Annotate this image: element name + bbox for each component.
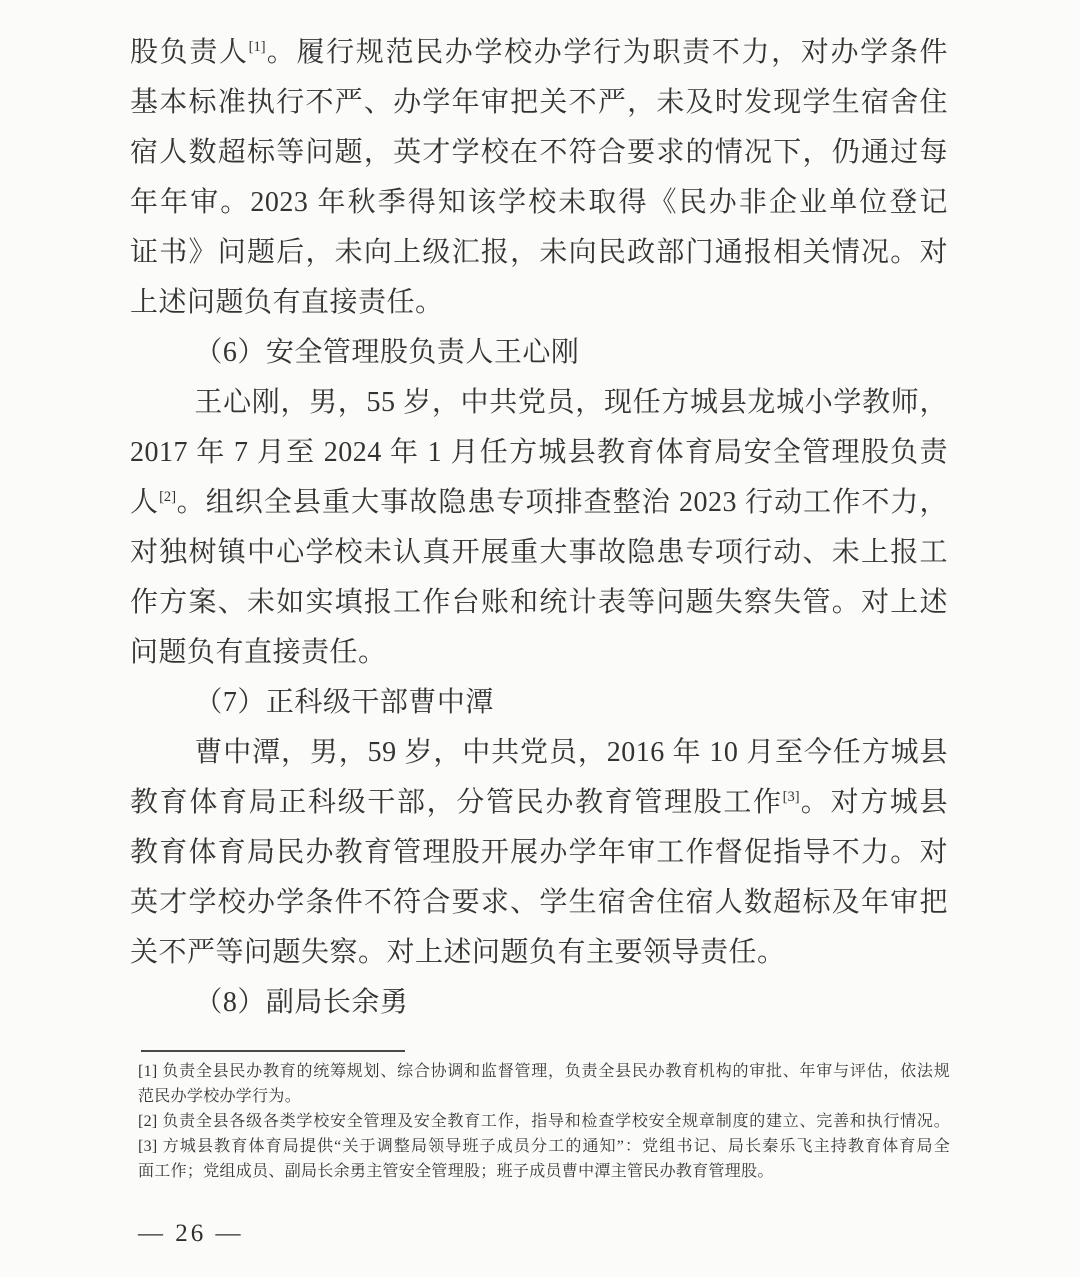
body-line: 宿人数超标等问题，英才学校在不符合要求的情况下，仍通过每 [130,137,948,168]
body-line: 关不严等问题失察。对上述问题负有主要领导责任。 [130,937,786,968]
body-line-text: 。对方城县 [799,787,948,818]
footnotes-block [138,1059,950,1184]
body-line-text: 。履行规范民办学校办学行为职责不力，对办学条件 [265,37,948,68]
body-line [130,28,948,78]
body-line: 问题负有直接责任。 [130,637,387,668]
body-line: 教育体育局民办教育管理股开展办学年审工作督促指导不力。对 [130,837,948,868]
body-line: 证书》问题后，未向上级汇报，未向民政部门通报相关情况。对 [130,237,948,268]
body-line: 上述问题负有直接责任。 [130,287,444,318]
body-line [130,778,948,828]
body-line-text: 。组织全县重大事故隐患专项排查整治 2023 行动工作不力， [176,487,948,518]
body-line: 基本标准执行不严、办学年审把关不严，未及时发现学生宿舍住 [130,87,948,118]
body-line [130,478,948,528]
body-line-text: 人 [130,487,160,518]
body-line: 2017 年 7 月至 2024 年 1 月任方城县教育体育局安全管理股负责 [130,437,948,468]
body-line: 年年审。2023 年秋季得知该学校未取得《民办非企业单位登记 [130,187,948,218]
body-line-text: 教育体育局正科级干部，分管民办教育管理股工作 [130,787,783,818]
footnote-ref-3: [3] [782,788,800,805]
footnote-ref-2: [2] [159,488,177,505]
footnote-line: [1] 负责全县民办教育的统筹规划、综合协调和监督管理，负责全县民办教育机构的审批、年审与评估，依法规 [138,1063,950,1080]
footnote-line: 面工作；党组成员、副局长余勇主管安全管理股；班子成员曹中潭主管民办教育管理股。 [138,1163,774,1180]
body-line-text: 股负责人 [130,37,249,68]
body-line: 曹中潭，男，59 岁，中共党员，2016 年 10 月至今任方城县 [194,737,948,768]
body-line: 王心刚，男，55 岁，中共党员，现任方城县龙城小学教师， [194,387,948,418]
body-line: 作方案、未如实填报工作台账和统计表等问题失察失管。对上述 [130,587,948,618]
footnote-line: [2] 负责全县各级各类学校安全管理及安全教育工作，指导和检查学校安全规章制度的建立、完善和执行情况。 [138,1113,950,1130]
footnote-line: [3] 方城县教育体育局提供“关于调整局领导班子成员分工的通知”：党组书记、局长秦乐飞主持教育体育局全 [138,1138,950,1155]
section-heading-7: （7）正科级干部曹中潭 [194,687,494,718]
footnote-line: 范民办学校办学行为。 [138,1088,302,1105]
section-heading-6: （6）安全管理股负责人王心刚 [194,337,580,368]
body-line: 英才学校办学条件不符合要求、学生宿舍住宿人数超标及年审把 [130,887,948,918]
body-line: 对独树镇中心学校未认真开展重大事故隐患专项行动、未上报工 [130,537,948,568]
section-heading-8: （8）副局长余勇 [194,987,409,1018]
page-number: — 26 — [138,1220,244,1247]
body-text-block [130,28,948,1028]
footnote-ref-1: [1] [248,38,266,55]
footnote-separator [141,1050,405,1052]
